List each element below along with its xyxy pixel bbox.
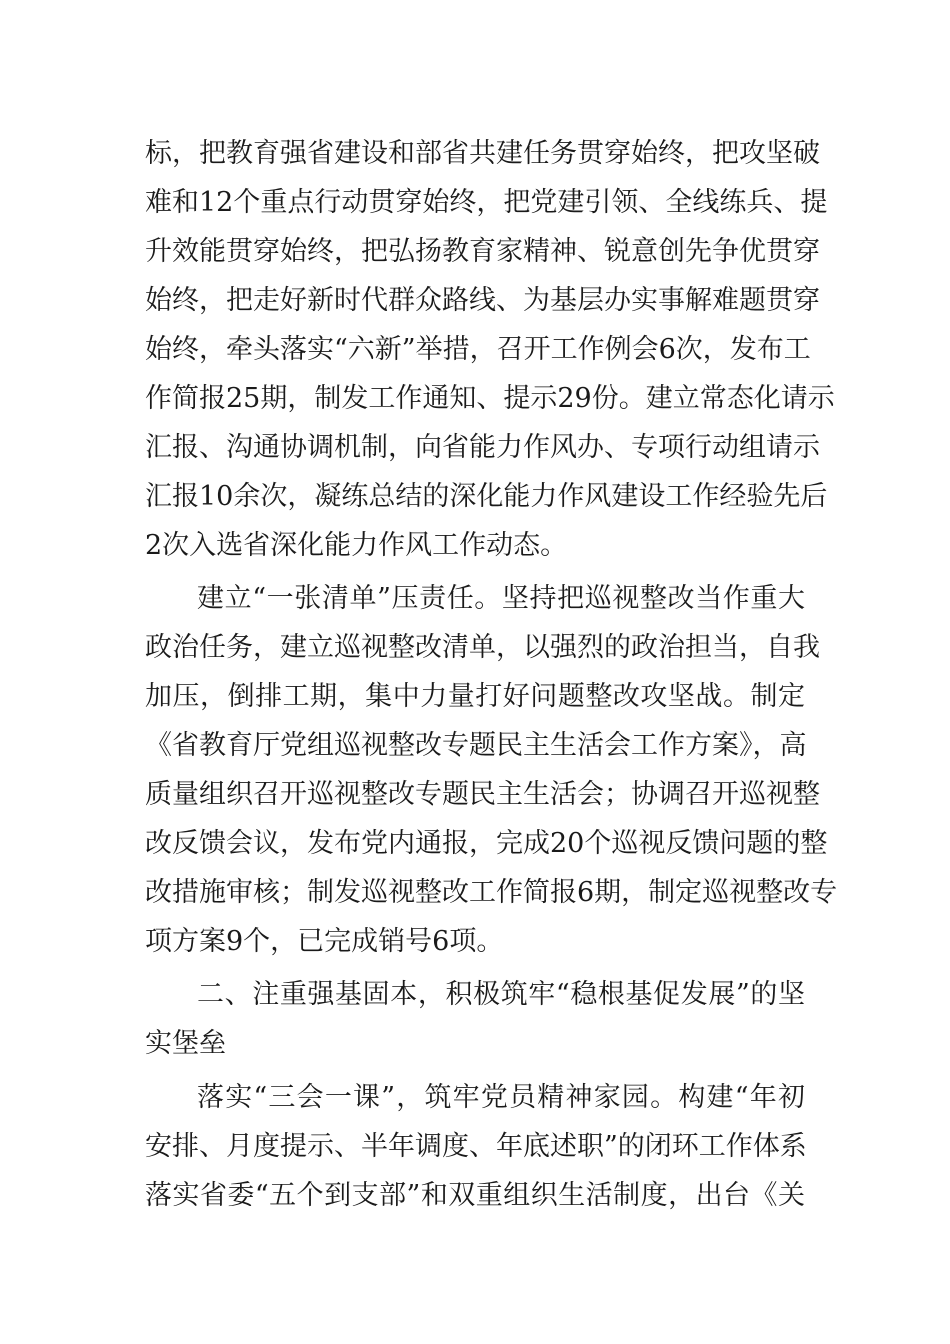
- text-line: 改措施审核；制发巡视整改工作简报6期，制定巡视整改专: [145, 877, 838, 908]
- text-line: 升效能贯穿始终，把弘扬教育家精神、锐意创先争优贯穿: [145, 236, 820, 267]
- section-heading-line: 二、注重强基固本，积极筑牢“稳根基促发展”的坚: [197, 979, 805, 1010]
- paragraph-heading-line: 建立“一张清单”压责任。坚持把巡视整改当作重大: [197, 583, 805, 614]
- text-line: 汇报、沟通协调机制，向省能力作风办、专项行动组请示: [145, 432, 820, 463]
- text-line: 《省教育厅党组巡视整改专题民主生活会工作方案》，高: [145, 730, 807, 761]
- paragraph-heading-line: 落实“三会一课”，筑牢党员精神家园。构建“年初: [197, 1082, 805, 1113]
- text-line: 安排、月度提示、半年调度、年底述职”的闭环工作体系: [145, 1131, 807, 1162]
- text-line: 改反馈会议，发布党内通报，完成20个巡视反馈问题的整: [145, 828, 828, 859]
- text-line: 始终，牵头落实“六新”举措，召开工作例会6次，发布工: [145, 334, 811, 365]
- text-line: 落实省委“五个到支部”和双重组织生活制度，出台《关: [145, 1180, 805, 1211]
- text-line: 2次入选省深化能力作风工作动态。: [145, 530, 568, 561]
- text-line: 难和12个重点行动贯穿始终，把党建引领、全线练兵、提: [145, 187, 828, 218]
- text-line: 质量组织召开巡视整改专题民主生活会；协调召开巡视整: [145, 779, 820, 810]
- text-line: 标，把教育强省建设和部省共建任务贯穿始终，把攻坚破: [145, 138, 820, 169]
- text-line: 加压，倒排工期，集中力量打好问题整改攻坚战。制定: [145, 681, 805, 712]
- text-line: 政治任务，建立巡视整改清单，以强烈的政治担当，自我: [145, 632, 820, 663]
- text-line: 始终，把走好新时代群众路线、为基层办实事解难题贯穿: [145, 285, 820, 316]
- section-heading-line: 实堡垒: [145, 1028, 226, 1059]
- text-line: 汇报10余次，凝练总结的深化能力作风建设工作经验先后: [145, 481, 828, 512]
- text-line: 项方案9个，已完成销号6项。: [145, 926, 504, 957]
- text-line: 作简报25期，制发工作通知、提示29份。建立常态化请示: [145, 383, 835, 414]
